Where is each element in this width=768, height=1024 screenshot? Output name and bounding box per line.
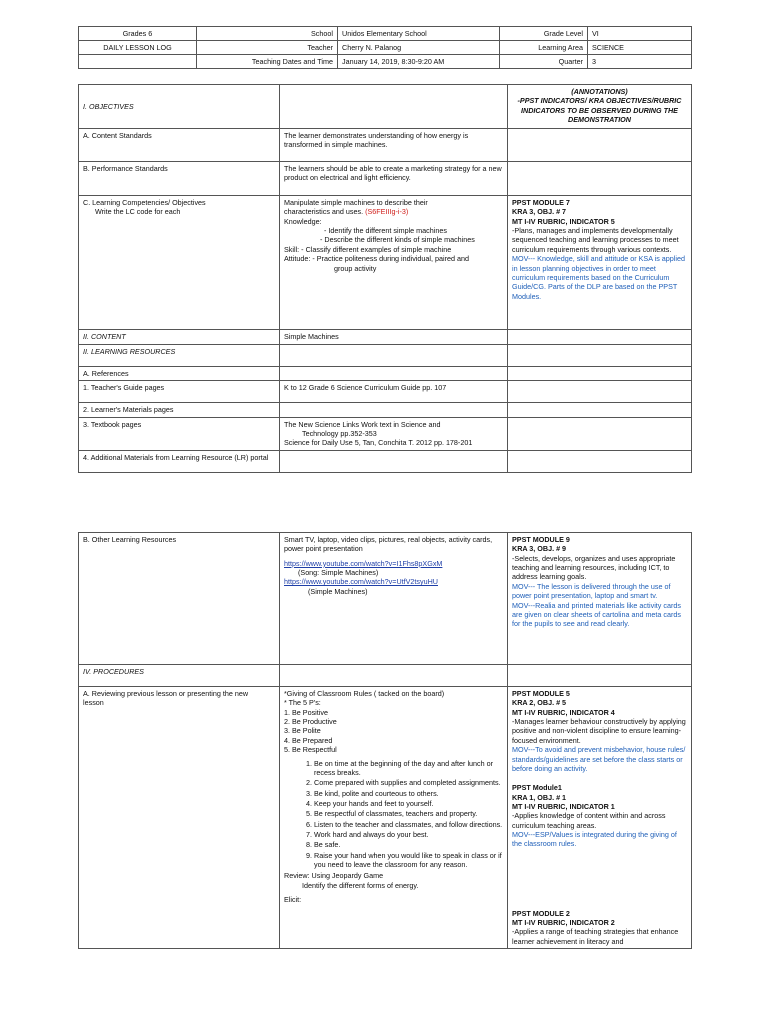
learning-resources-annotation bbox=[508, 345, 692, 367]
or-ann-module: PPST MODULE 9 bbox=[512, 535, 570, 544]
log-label: DAILY LESSON LOG bbox=[79, 41, 197, 55]
comp-line2 bbox=[284, 207, 503, 216]
ann-module: PPST MODULE 7 bbox=[512, 198, 570, 207]
teacher-label: Teacher bbox=[197, 41, 338, 55]
comp-att2: group activity bbox=[334, 263, 377, 273]
textbook-label: 3. Textbook pages bbox=[79, 417, 280, 450]
additional-materials-value bbox=[280, 450, 508, 472]
video-link-1[interactable]: https://www.youtube.com/watch?v=I1Fhs8pXGxM bbox=[284, 558, 443, 568]
other-resources-desc: Smart TV, laptop, video clips, pictures, real objects, activity cards, power point presentation bbox=[284, 535, 493, 554]
p-ann1-desc: -Manages learner behaviour constructively by applying positive and non-violent discipline to ensure learning-focused environment. bbox=[512, 717, 686, 745]
ann-desc: -Plans, manages and implements developmentally sequenced teaching and learning processes to meet curriculum requirements through various contexts. bbox=[512, 226, 679, 254]
textbook-annotation bbox=[508, 417, 692, 450]
teachers-guide-label: 1. Teacher's Guide pages bbox=[79, 381, 280, 403]
content-standards-annotation bbox=[508, 129, 692, 162]
rule-item: 7. Work hard and always do your best. bbox=[314, 830, 503, 839]
grade-level-label: Grade Level bbox=[500, 27, 588, 41]
p-ann3-rubric: MT I-IV RUBRIC, INDICATOR 2 bbox=[512, 918, 615, 928]
lc-code: (S6FEIIIg-i-3) bbox=[365, 207, 409, 217]
rule-item: 3. Be kind, polite and courteous to others. bbox=[314, 789, 503, 798]
other-resources-text bbox=[280, 533, 508, 665]
quarter-label: Quarter bbox=[500, 55, 588, 69]
reviewing-lesson-annotation bbox=[508, 687, 692, 949]
p-ann1-module: PPST MODULE 5 bbox=[512, 689, 570, 698]
procedures-annotation-blank bbox=[508, 665, 692, 687]
p-ann3-module: PPST MODULE 2 bbox=[512, 908, 570, 918]
learners-materials-value bbox=[280, 403, 508, 417]
textbook-line3: Science for Daily Use 5, Tan, Conchita T. 2012 pp. 178-201 bbox=[284, 438, 473, 448]
p-ann2-mov: MOV---ESP/Values is integrated during the giving of the classroom rules. bbox=[512, 830, 677, 849]
review-line: Review: Using Jeopardy Game bbox=[284, 871, 384, 881]
dates-value: January 14, 2019, 8:30-9:20 AM bbox=[338, 55, 500, 69]
header-blank-cell bbox=[79, 55, 197, 69]
five-p-item: 2. Be Productive bbox=[284, 717, 337, 727]
school-label: School bbox=[197, 27, 338, 41]
references-label: A. References bbox=[79, 367, 280, 381]
learners-materials-annotation bbox=[508, 403, 692, 417]
learning-resources-title: II. LEARNING RESOURCES bbox=[79, 345, 280, 367]
content-title: II. CONTENT bbox=[79, 330, 280, 345]
annotations-header bbox=[508, 85, 692, 129]
textbook-line1: The New Science Links Work text in Science and bbox=[284, 419, 441, 429]
comp-knowledge: Knowledge: bbox=[284, 216, 322, 226]
five-p-item: 5. Be Respectful bbox=[284, 745, 337, 755]
other-resources-label: B. Other Learning Resources bbox=[79, 533, 280, 665]
textbook-line2: Technology pp.352-353 bbox=[302, 429, 377, 439]
performance-standards-annotation bbox=[508, 162, 692, 196]
learning-resources-blank bbox=[280, 345, 508, 367]
video-link-2-caption: (Simple Machines) bbox=[308, 586, 368, 596]
learning-area-label: Learning Area bbox=[500, 41, 588, 55]
competencies-text bbox=[280, 196, 508, 330]
competencies-label bbox=[79, 196, 280, 330]
rule-item: 8. Be safe. bbox=[314, 840, 503, 849]
comp-line2-text: characteristics and uses. bbox=[284, 207, 364, 217]
annotations-subtitle: -PPST INDICATORS/ KRA OBJECTIVES/RUBRIC INDICATORS TO BE OBSERVED DURING THE DEMONSTRATION bbox=[517, 96, 682, 125]
reviewing-lesson-label: A. Reviewing previous lesson or presenting the new lesson bbox=[79, 687, 280, 949]
rule-item: 9. Raise your hand when you would like to speak in class or if you need to leave the classroom for any reason. bbox=[314, 851, 503, 870]
quarter-value: 3 bbox=[588, 55, 692, 69]
p-ann1-rubric: MT I-IV RUBRIC, INDICATOR 4 bbox=[512, 707, 615, 717]
other-resources-annotation bbox=[508, 533, 692, 665]
grade-label: Grades 6 bbox=[79, 27, 197, 41]
objectives-title: I. OBJECTIVES bbox=[79, 85, 280, 129]
classroom-rules-list bbox=[284, 759, 503, 870]
references-annotation bbox=[508, 367, 692, 381]
or-ann-mov2: MOV---Realia and printed materials like activity cards are given on clear sheets of cartolina and meta cards for the pupils to see and read clearly. bbox=[512, 600, 682, 629]
ann-kra: KRA 3, OBJ. # 7 bbox=[512, 207, 567, 217]
rule-item: 1. Be on time at the beginning of the day and after lunch or recess breaks. bbox=[314, 759, 503, 778]
additional-materials-label: 4. Additional Materials from Learning Resource (LR) portal bbox=[79, 450, 280, 472]
teacher-value: Cherry N. Palanog bbox=[338, 41, 500, 55]
procedures-title: IV. PROCEDURES bbox=[79, 665, 280, 687]
p-ann1-mov: MOV---To avoid and prevent misbehavior, house rules/ standards/guidelines are set before the class starts or before doing an activity. bbox=[512, 745, 686, 773]
learning-area-value: SCIENCE bbox=[588, 41, 692, 55]
rule-item: 6. Listen to the teacher and classmates, and follow directions. bbox=[314, 820, 503, 829]
or-ann-mov1: MOV--- The lesson is delivered through the use of power point presentation, laptop and smart tv. bbox=[512, 581, 671, 601]
textbook-value bbox=[280, 417, 508, 450]
learners-materials-label: 2. Learner's Materials pages bbox=[79, 403, 280, 417]
ann-mov: MOV--- Knowledge, skill and attitude or KSA is applied in lesson planning objectives in order to meet curriculum requirements based on the Curriculum Guide/CG. Parts of the DLP are based on the PPST Modules. bbox=[512, 254, 685, 301]
objectives-table bbox=[78, 84, 692, 473]
comp-k1: - Identify the different simple machines bbox=[324, 226, 447, 236]
content-annotation bbox=[508, 330, 692, 345]
elicit-label: Elicit: bbox=[284, 895, 302, 905]
teachers-guide-value: K to 12 Grade 6 Science Curriculum Guide pp. 107 bbox=[280, 381, 508, 403]
p-ann2-desc: -Applies knowledge of content within and across curriculum teaching areas. bbox=[512, 811, 666, 830]
ann-rubric: MT I-IV RUBRIC, INDICATOR 5 bbox=[512, 216, 615, 226]
p-ann3-desc: -Applies a range of teaching strategies that enhance learner achievement in literacy and bbox=[512, 927, 679, 946]
five-p-item: 3. Be Polite bbox=[284, 726, 321, 736]
additional-materials-annotation bbox=[508, 450, 692, 472]
p-ann2-rubric: MT I-IV RUBRIC, INDICATOR 1 bbox=[512, 801, 615, 811]
comp-att1: Attitude: - Practice politeness during individual, paired and bbox=[284, 254, 469, 264]
video-link-2[interactable]: https://www.youtube.com/watch?v=UtfV2tsyuHU bbox=[284, 577, 438, 587]
p-ann2-kra: KRA 1, OBJ. # 1 bbox=[512, 792, 567, 802]
p-ann2-module: PPST Module1 bbox=[512, 783, 562, 793]
review-task: Identify the different forms of energy. bbox=[302, 880, 419, 890]
five-p-item: 1. Be Positive bbox=[284, 707, 328, 717]
dates-label: Teaching Dates and Time bbox=[197, 55, 338, 69]
comp-skill: Skill: - Classify different examples of simple machine bbox=[284, 244, 452, 254]
rule-item: 2. Come prepared with supplies and completed assignments. bbox=[314, 778, 503, 787]
content-standards-text: The learner demonstrates understanding of how energy is transformed in simple machines. bbox=[280, 129, 508, 162]
content-standards-label: A. Content Standards bbox=[79, 129, 280, 162]
annotations-title: (ANNOTATIONS) bbox=[571, 87, 628, 96]
video-link-1-caption: (Song: Simple Machines) bbox=[298, 568, 379, 578]
p-ann1-kra: KRA 2, OBJ. # 5 bbox=[512, 698, 567, 708]
rules-title: *Giving of Classroom Rules ( tacked on the board) bbox=[284, 689, 445, 698]
teachers-guide-annotation bbox=[508, 381, 692, 403]
five-p-item: 4. Be Prepared bbox=[284, 735, 333, 745]
objectives-blank bbox=[280, 85, 508, 129]
reviewing-lesson-content bbox=[280, 687, 508, 949]
procedures-table bbox=[78, 532, 692, 949]
competencies-label-line2: Write the LC code for each bbox=[95, 207, 181, 217]
procedures-blank bbox=[280, 665, 508, 687]
or-ann-desc: -Selects, develops, organizes and uses appropriate teaching and learning resources, including ICT, to address learning goals. bbox=[512, 553, 676, 582]
references-blank bbox=[280, 367, 508, 381]
comp-line1: Manipulate simple machines to describe their bbox=[284, 198, 428, 207]
or-ann-kra: KRA 3, OBJ. # 9 bbox=[512, 544, 567, 554]
five-ps-title: * The 5 P's: bbox=[284, 698, 321, 708]
rule-item: 4. Keep your hands and feet to yourself. bbox=[314, 799, 503, 808]
competencies-annotation bbox=[508, 196, 692, 330]
comp-k2: - Describe the different kinds of simple machines bbox=[320, 235, 475, 245]
rule-item: 5. Be respectful of classmates, teachers and property. bbox=[314, 809, 503, 818]
school-value: Unidos Elementary School bbox=[338, 27, 500, 41]
content-value: Simple Machines bbox=[280, 330, 508, 345]
performance-standards-text: The learners should be able to create a marketing strategy for a new product on electrical and light efficiency. bbox=[280, 162, 508, 196]
competencies-label-line1: C. Learning Competencies/ Objectives bbox=[83, 198, 206, 207]
grade-level-value: VI bbox=[588, 27, 692, 41]
header-table bbox=[78, 26, 692, 69]
performance-standards-label: B. Performance Standards bbox=[79, 162, 280, 196]
